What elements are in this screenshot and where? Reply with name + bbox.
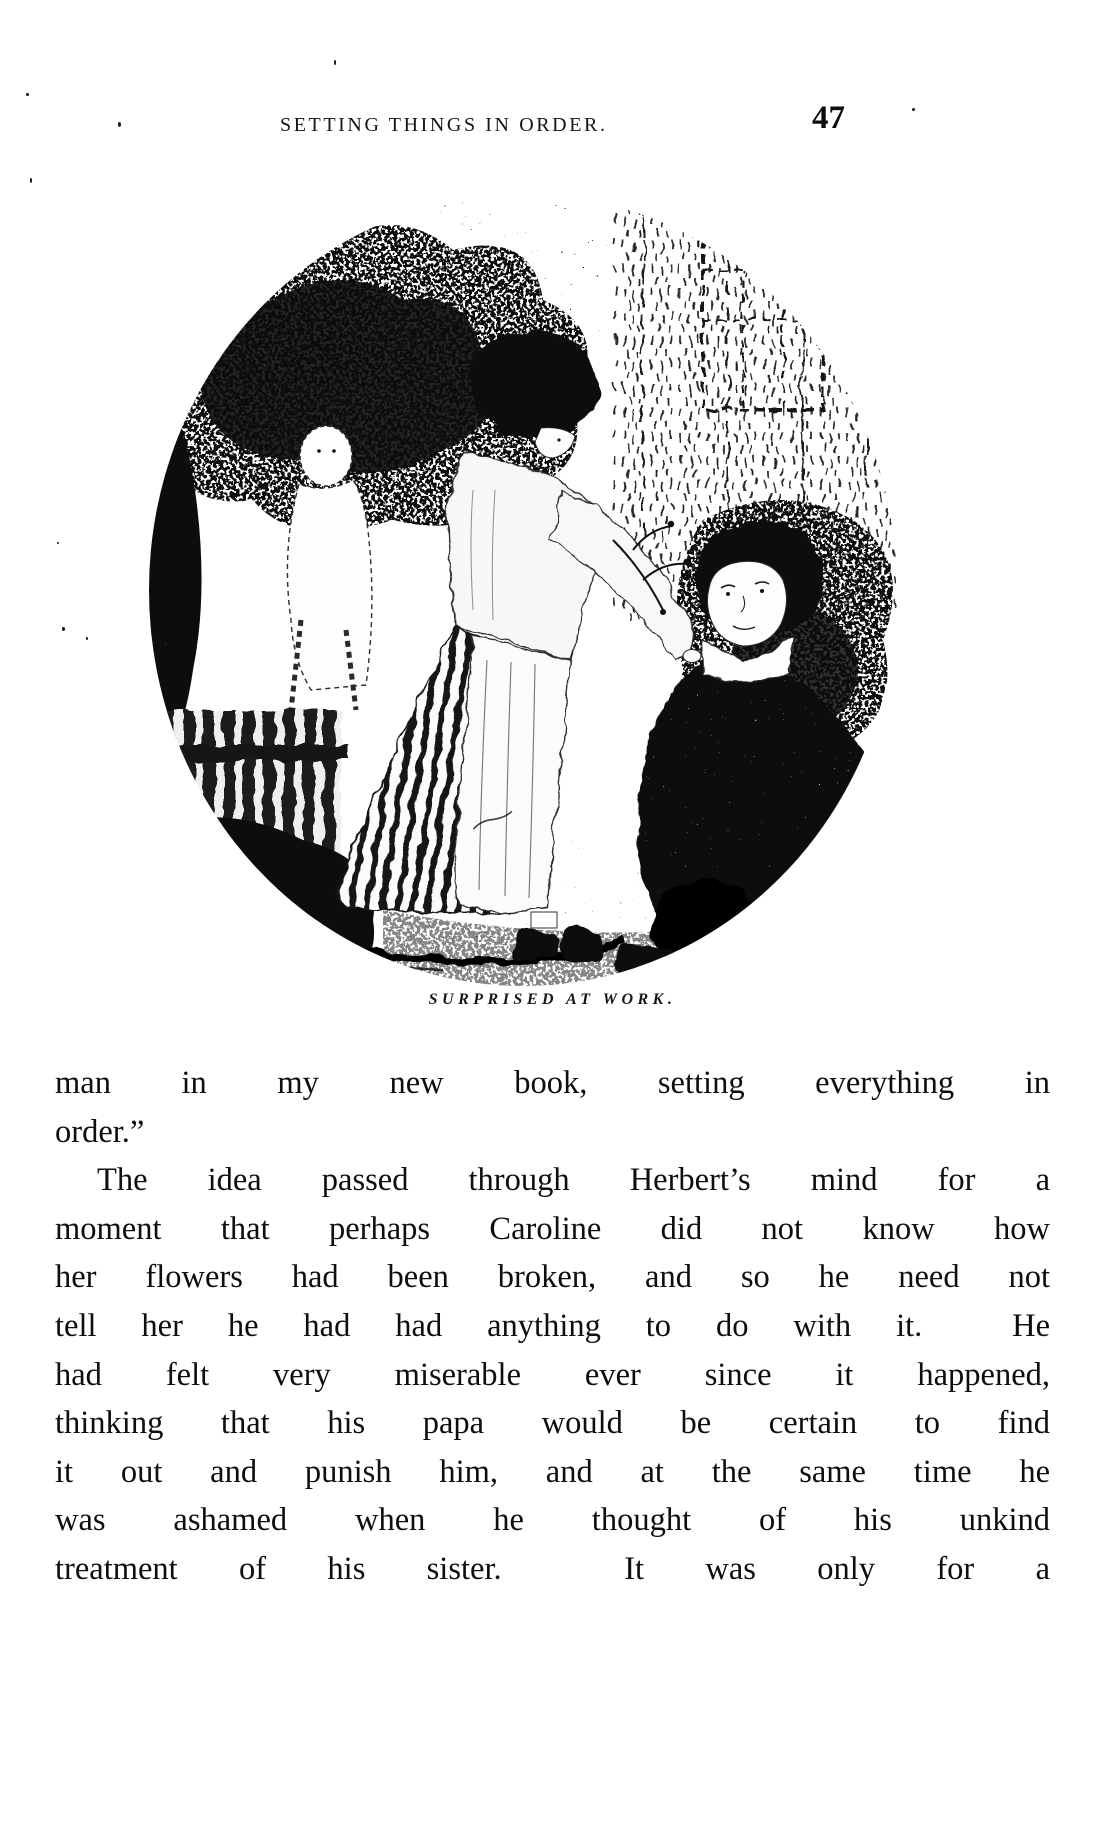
engraving-image [143, 190, 903, 990]
scan-speck [30, 178, 32, 183]
text-line: had felt very miserable ever since it happened, [55, 1356, 1050, 1393]
boy-face [707, 561, 786, 646]
scan-speck [118, 122, 121, 127]
text-line: The idea passed through Herbert’s mind for a [97, 1162, 1050, 1199]
text-line: moment that perhaps Caroline did not know how [55, 1210, 1050, 1247]
text-line: order.” [55, 1113, 145, 1150]
running-head: SETTING THINGS IN ORDER. [280, 114, 608, 136]
text-line: her flowers had been broken, and so he need not [55, 1259, 1050, 1296]
text-line: it out and punish him, and at the same time he [55, 1453, 1050, 1490]
scan-speck [334, 60, 336, 65]
bonnet [469, 332, 599, 433]
text-line: man in my new book, setting everything in [55, 1065, 1050, 1101]
scan-speck [57, 542, 59, 544]
illustration-caption: SURPRISED AT WORK. [428, 991, 677, 1008]
scan-speck [912, 108, 915, 111]
text-line: tell her he had had anything to do with it. He [55, 1307, 1050, 1344]
text-line: was ashamed when he thought of his unkind [55, 1502, 1050, 1539]
scan-speck [26, 93, 29, 96]
scan-speck [62, 627, 65, 631]
text-line: thinking that his papa would be certain to find [55, 1405, 1050, 1442]
body-text [55, 1059, 1050, 1594]
page-number: 47 [812, 100, 845, 136]
scan-speck [86, 637, 88, 640]
text-line: treatment of his sister. It was only for a [55, 1550, 1050, 1587]
